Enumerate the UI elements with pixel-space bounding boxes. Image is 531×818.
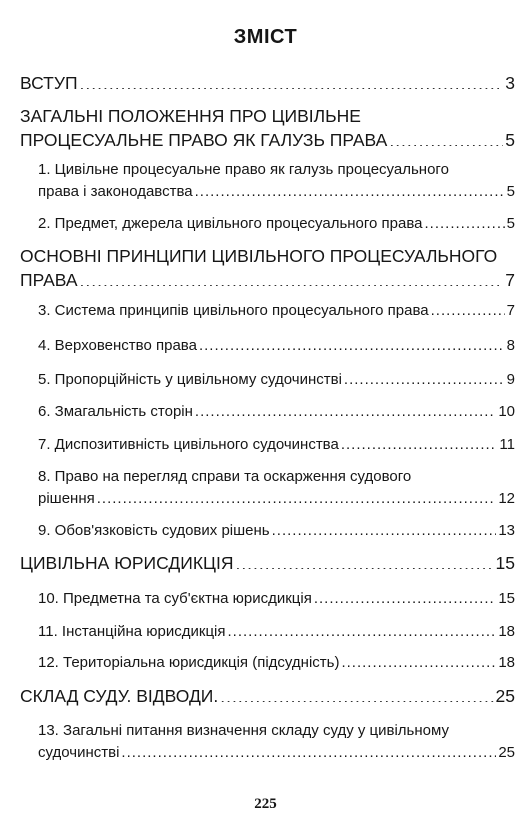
- toc-page-number: 18: [498, 623, 515, 640]
- toc-entry-text: ЦИВІЛЬНА ЮРИСДИКЦІЯ: [20, 553, 234, 573]
- toc-entry-text: ЗАГАЛЬНІ ПОЛОЖЕННЯ ПРО ЦИВІЛЬНЕ: [20, 106, 361, 126]
- dot-leader: [121, 742, 496, 757]
- toc-entry-section-9: [0, 520, 531, 542]
- toc-entry-chapter-jurisdiction: [0, 551, 531, 575]
- toc-page-number: 7: [505, 270, 515, 290]
- toc-entry-text: 9. Обов'язковість судових рішень: [38, 522, 270, 539]
- toc-entry-chapter-court: [0, 684, 531, 708]
- toc-entry-text: ОСНОВНІ ПРИНЦИПИ ЦИВІЛЬНОГО ПРОЦЕСУАЛЬНОГО: [20, 246, 498, 266]
- toc-entry-section-8: [0, 466, 531, 510]
- toc-page-number: 5: [505, 130, 515, 150]
- toc-entry-text: 10. Предметна та суб'єктна юрисдикція: [38, 590, 312, 607]
- toc-entry-section-11: [0, 621, 531, 643]
- dot-leader: [199, 335, 505, 350]
- toc-entry-text: 4. Верховенство права: [38, 337, 197, 354]
- dot-leader: [80, 72, 504, 90]
- toc-entry-text: 11. Інстанційна юрисдикція: [38, 623, 226, 640]
- toc-page-number: 12: [498, 490, 515, 507]
- toc-entry-section-5: [0, 369, 531, 391]
- toc-entry-text: 2. Предмет, джерела цивільного процесуального права: [38, 215, 423, 232]
- toc-page-number: 11: [499, 436, 515, 453]
- toc-page-number: 25: [495, 686, 515, 706]
- toc-entry-section-13: [0, 720, 531, 764]
- dot-leader: [228, 621, 497, 636]
- dot-leader: [220, 685, 493, 703]
- dot-leader: [272, 520, 497, 535]
- page-number: 225: [254, 796, 277, 812]
- dot-leader: [344, 369, 505, 384]
- toc-page-number: 9: [506, 371, 515, 388]
- toc-entry-text: 5. Пропорційність у цивільному судочинстві: [38, 371, 342, 388]
- toc-title: ЗМІСТ: [233, 26, 298, 48]
- toc-page-number: 15: [495, 553, 515, 573]
- toc-entry-text: 3. Система принципів цивільного процесуального права: [38, 302, 429, 319]
- toc-page-number: 5: [506, 215, 515, 232]
- toc-page-number: 15: [498, 590, 515, 607]
- toc-page-number: 5: [506, 183, 515, 200]
- dot-leader: [341, 434, 498, 449]
- toc-entry-text: 1. Цивільне процесуальне право як галузь процесуального: [38, 161, 449, 178]
- toc-page-number: 10: [498, 403, 515, 420]
- toc-entry-section-6: [0, 401, 531, 423]
- toc-entry-text: 12. Територіальна юрисдикція (підсудність): [38, 654, 340, 671]
- dot-leader: [389, 129, 503, 147]
- dot-leader: [195, 401, 496, 416]
- toc-entry-text: 13. Загальні питання визначення складу суду у цивільному: [38, 722, 449, 739]
- dot-leader: [235, 552, 493, 570]
- toc-entry-text: 6. Змагальність сторін: [38, 403, 193, 420]
- toc-entry-text: права і законодавства: [38, 183, 193, 200]
- toc-entry-text: 8. Право на перегляд справи та оскарження судового: [38, 468, 412, 485]
- toc-entry-section-4: [0, 335, 531, 357]
- dot-leader: [314, 588, 496, 603]
- toc-page-number: 18: [498, 654, 515, 671]
- toc-page-number: 8: [506, 337, 515, 354]
- toc-entry-text: ВСТУП: [20, 73, 78, 93]
- toc-entry-chapter-principles: [0, 244, 531, 292]
- dot-leader: [195, 181, 505, 196]
- toc-entry-text: ПРОЦЕСУАЛЬНЕ ПРАВО ЯК ГАЛУЗЬ ПРАВА: [20, 130, 388, 150]
- dot-leader: [341, 652, 496, 667]
- toc-entry-intro: [0, 71, 531, 95]
- dot-leader: [431, 300, 505, 315]
- toc-entry-text: 7. Диспозитивність цивільного судочинства: [38, 436, 339, 453]
- toc-entry-section-3: [0, 300, 531, 322]
- toc-entry-text: СКЛАД СУДУ. ВІДВОДИ.: [20, 686, 219, 706]
- toc-page-number: 13: [498, 522, 515, 539]
- toc-entry-text: судочинстві: [38, 744, 120, 761]
- toc-entry-section-2: [0, 213, 531, 235]
- toc-entry-section-12: [0, 652, 531, 674]
- toc-entry-section-1: [0, 159, 531, 203]
- toc-entry-text: ПРАВА: [20, 270, 78, 290]
- toc-page-number: 3: [505, 73, 515, 93]
- dot-leader: [97, 488, 497, 503]
- toc-page-number: 7: [506, 302, 515, 319]
- dot-leader: [425, 213, 505, 228]
- toc-entry-text: рішення: [38, 490, 95, 507]
- toc-entry-section-7: [0, 434, 531, 456]
- toc-entry-section-10: [0, 588, 531, 610]
- dot-leader: [80, 269, 504, 287]
- toc-page-number: 25: [498, 744, 515, 761]
- toc-entry-chapter-general: [0, 104, 531, 152]
